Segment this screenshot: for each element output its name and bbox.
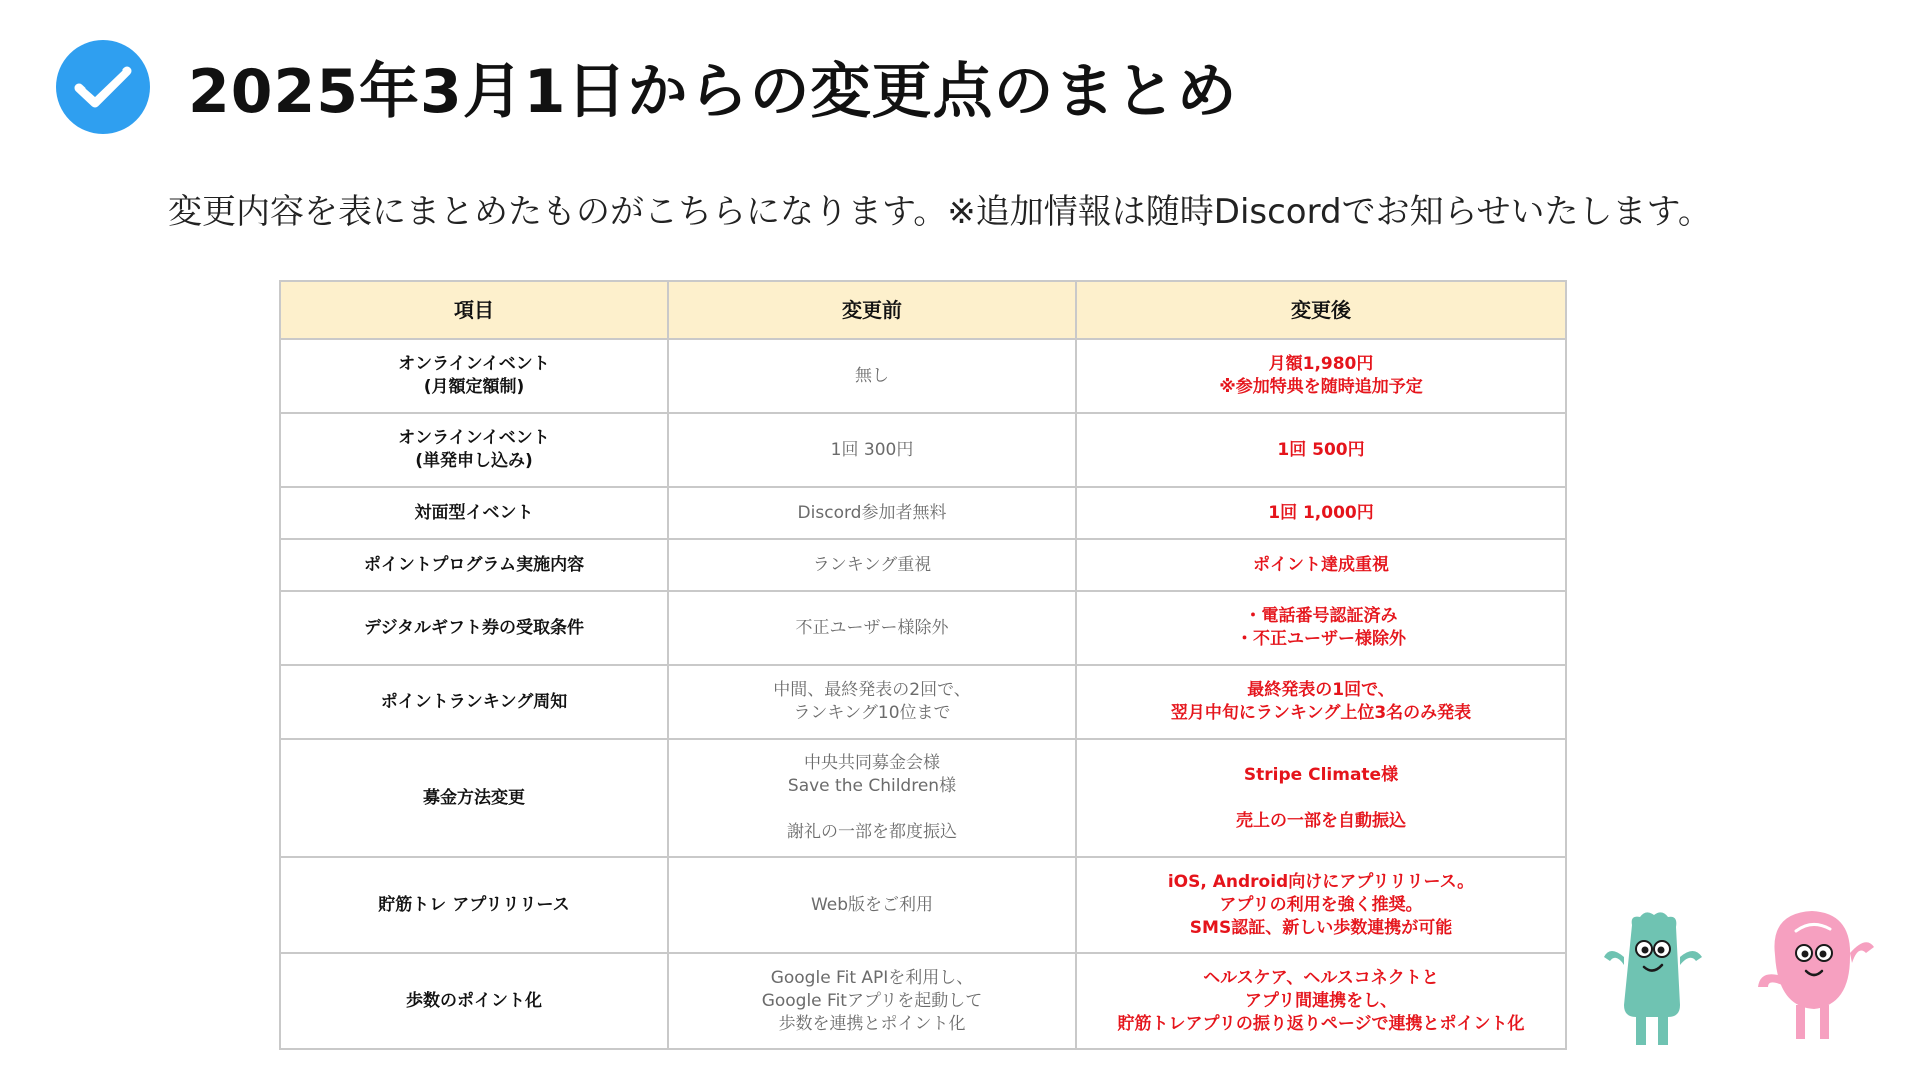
cell-after: ポイント達成重視 (1076, 539, 1566, 591)
cell-item: オンラインイベント (単発申し込み) (280, 413, 668, 487)
cell-after: 1回 500円 (1076, 413, 1566, 487)
cell-after: ヘルスケア、ヘルスコネクトと アプリ間連携をし、 貯筋トレアプリの振り返りページで連携とポイント化 (1076, 953, 1566, 1049)
cell-item: 対面型イベント (280, 487, 668, 539)
cell-before: 不正ユーザー様除外 (668, 591, 1076, 665)
cell-item: ポイントプログラム実施内容 (280, 539, 668, 591)
cell-after: 1回 1,000円 (1076, 487, 1566, 539)
header-after: 変更後 (1076, 281, 1566, 339)
cell-item: ポイントランキング周知 (280, 665, 668, 739)
header-item: 項目 (280, 281, 668, 339)
cell-before: 中央共同募金会様 Save the Children様 謝礼の一部を都度振込 (668, 739, 1076, 857)
cell-after: iOS, Android向けにアプリリリース。 アプリの利用を強く推奨。 SMS認証、新しい歩数連携が可能 (1076, 857, 1566, 953)
changes-table (279, 280, 1567, 1050)
cell-before: Google Fit APIを利用し、 Google Fitアプリを起動して 歩数を連携とポイント化 (668, 953, 1076, 1049)
cell-item: デジタルギフト券の受取条件 (280, 591, 668, 665)
cell-before: 無し (668, 339, 1076, 413)
cell-item: 歩数のポイント化 (280, 953, 668, 1049)
cell-before: ランキング重視 (668, 539, 1076, 591)
subtitle: 変更内容を表にまとめたものがこちらになります。※追加情報は随時Discordでお知らせいたします。 (168, 192, 1712, 232)
table-row (280, 953, 1566, 1049)
cell-after: 月額1,980円 ※参加特典を随時追加予定 (1076, 339, 1566, 413)
cell-before: 1回 300円 (668, 413, 1076, 487)
table-row (280, 539, 1566, 591)
cell-before: Web版をご利用 (668, 857, 1076, 953)
table-header-row (280, 281, 1566, 339)
cell-after: 最終発表の1回で、 翌月中旬にランキング上位3名のみ発表 (1076, 665, 1566, 739)
cell-item: オンラインイベント (月額定額制) (280, 339, 668, 413)
table-row (280, 487, 1566, 539)
cell-item: 貯筋トレ アプリリリース (280, 857, 668, 953)
table-row (280, 739, 1566, 857)
check-circle-icon (56, 40, 150, 134)
table-row (280, 857, 1566, 953)
green-mascot-icon (1604, 912, 1702, 1045)
cell-before: 中間、最終発表の2回で、 ランキング10位まで (668, 665, 1076, 739)
cell-before: Discord参加者無料 (668, 487, 1076, 539)
table-row (280, 665, 1566, 739)
pink-mascot-icon (1758, 911, 1874, 1039)
table-row (280, 339, 1566, 413)
mascots (1600, 905, 1900, 1055)
table-row (280, 413, 1566, 487)
title-row (56, 40, 1238, 134)
page-title: 2025年3月1日からの変更点のまとめ (188, 57, 1238, 127)
cell-item: 募金方法変更 (280, 739, 668, 857)
cell-after: ・電話番号認証済み ・不正ユーザー様除外 (1076, 591, 1566, 665)
cell-after: Stripe Climate様 売上の一部を自動振込 (1076, 739, 1566, 857)
table-row (280, 591, 1566, 665)
header-before: 変更前 (668, 281, 1076, 339)
